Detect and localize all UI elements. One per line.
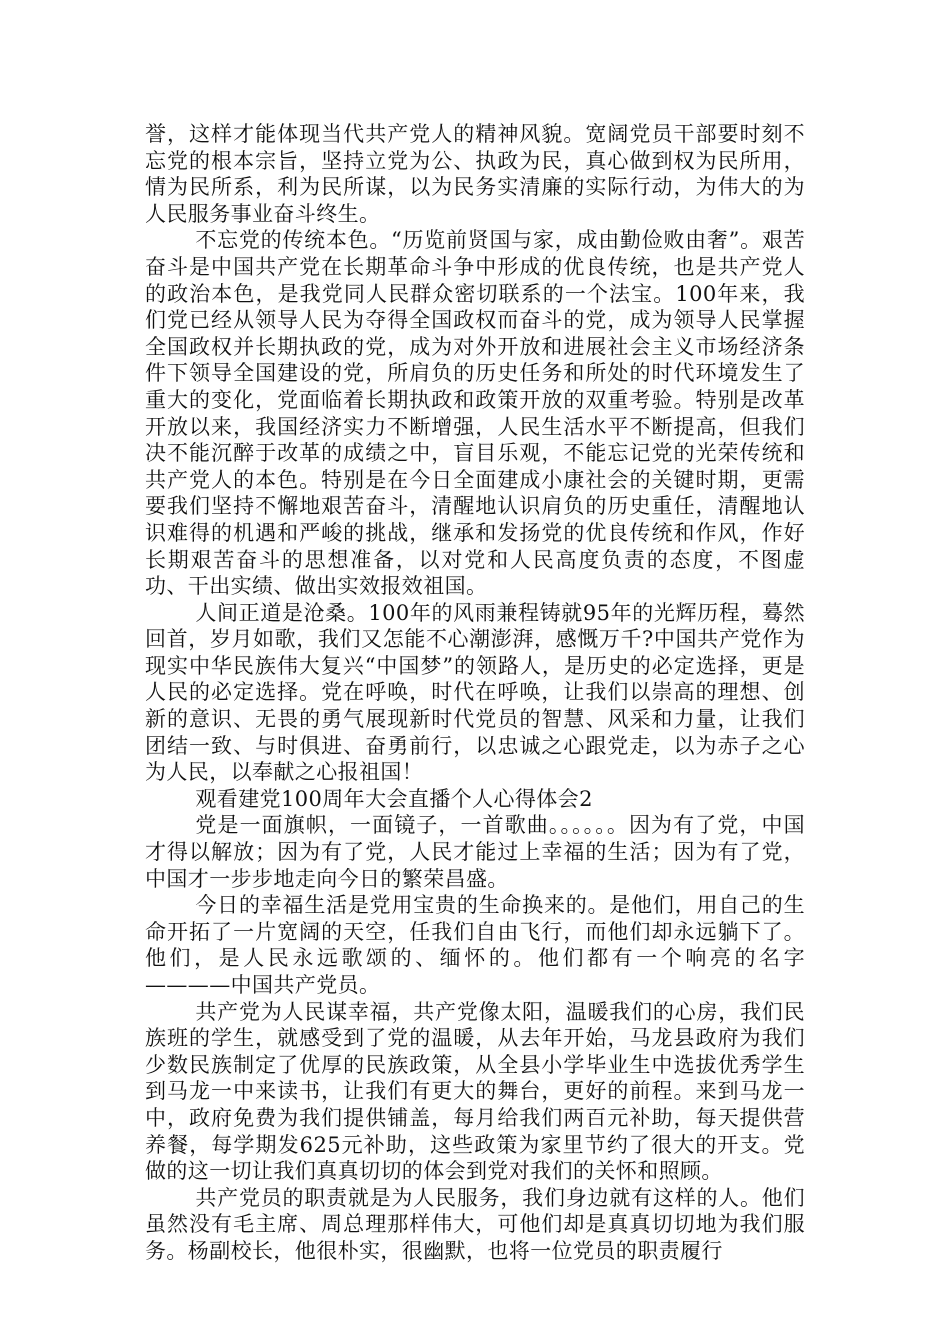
paragraph-8: 共产党员的职责就是为人民服务，我们身边就有这样的人。他们虽然没有毛主席、周总理那样伟大，可他们却是真真切切地为我们服务。杨副校长，他很朴实，很幽默，也将一位党员的职责履行 (145, 1185, 805, 1263)
paragraph-7: 共产党为人民谋幸福，共产党像太阳，温暖我们的心房，我们民族班的学生，就感受到了党的温暖，从去年开始，马龙县政府为我们少数民族制定了优厚的民族政策，从全县小学毕业生中选拔优秀学生到马龙一中来读书，让我们有更大的舞台，更好的前程。来到马龙一中，政府免费为我们提供铺盖，每月给我们两百元补助，每天提供营养餐，每学期发625元补助，这些政策为家里节约了很大的开支。党做的这一切让我们真真切切的体会到党对我们的关怀和照顾。 (145, 999, 805, 1184)
paragraph-2: 不忘党的传统本色。“历览前贤国与家，成由勤俭败由奢”。艰苦奋斗是中国共产党在长期革命斗争中形成的优良传统，也是共产党人的政治本色，是我党同人民群众密切联系的一个法宝。100年来，我们党已经从领导人民为夺得全国政权而奋斗的党，成为领导人民掌握全国政权并长期执政的党，成为对外开放和进展社会主义市场经济条件下领导全国建设的党，所肩负的历史任务和所处的时代环境发生了重大的变化，党面临着长期执政和政策开放的双重考验。特别是改革开放以来，我国经济实力不断增强，人民生活水平不断提高，但我们决不能沉醉于改革的成绩之中，盲目乐观，不能忘记党的光荣传统和共产党人的本色。特别是在今日全面建成小康社会的关键时期，更需要我们坚持不懈地艰苦奋斗，清醒地认识肩负的历史重任，清醒地认识难得的机遇和严峻的挑战，继承和发扬党的优良传统和作风，作好长期艰苦奋斗的思想准备，以对党和人民高度负责的态度，不图虚功、干出实绩、做出实效报效祖国。 (145, 228, 805, 599)
paragraph-5: 党是一面旗帜，一面镜子，一首歌曲。。。。。。因为有了党，中国才得以解放；因为有了党，人民才能过上幸福的生活；因为有了党，中国才一步步地走向今日的繁荣昌盛。 (145, 813, 805, 891)
paragraph-3: 人间正道是沧桑。100年的风雨兼程铸就95年的光辉历程，蓦然回首，岁月如歌，我们又怎能不心潮澎湃，感慨万千?中国共产党作为现实中华民族伟大复兴“中国梦”的领路人，是历史的必定选择，更是人民的必定选择。党在呼唤，时代在呼唤，让我们以崇高的理想、创新的意识、无畏的勇气展现新时代党员的智慧、风采和力量，让我们团结一致、与时俱进、奋勇前行，以忠诚之心跟党走，以为赤子之心为人民，以奉献之心报祖国！ (145, 600, 805, 785)
paragraph-6: 今日的幸福生活是党用宝贵的生命换来的。是他们，用自己的生命开拓了一片宽阔的天空，任我们自由飞行，而他们却永远躺下了。他们，是人民永远歌颂的、缅怀的。他们都有一个响亮的名字————中国共产党员。 (145, 893, 805, 997)
section-heading: 观看建党100周年大会直播个人心得体会2 (195, 786, 593, 811)
paragraph-1: 誉，这样才能体现当代共产党人的精神风貌。宽阔党员干部要时刻不忘党的根本宗旨，坚持立党为公、执政为民，真心做到权为民所用，情为民所系，利为民所谋，以为民务实清廉的实际行动，为伟大的为人民服务事业奋斗终生。 (145, 122, 805, 226)
document-page (145, 121, 805, 1265)
